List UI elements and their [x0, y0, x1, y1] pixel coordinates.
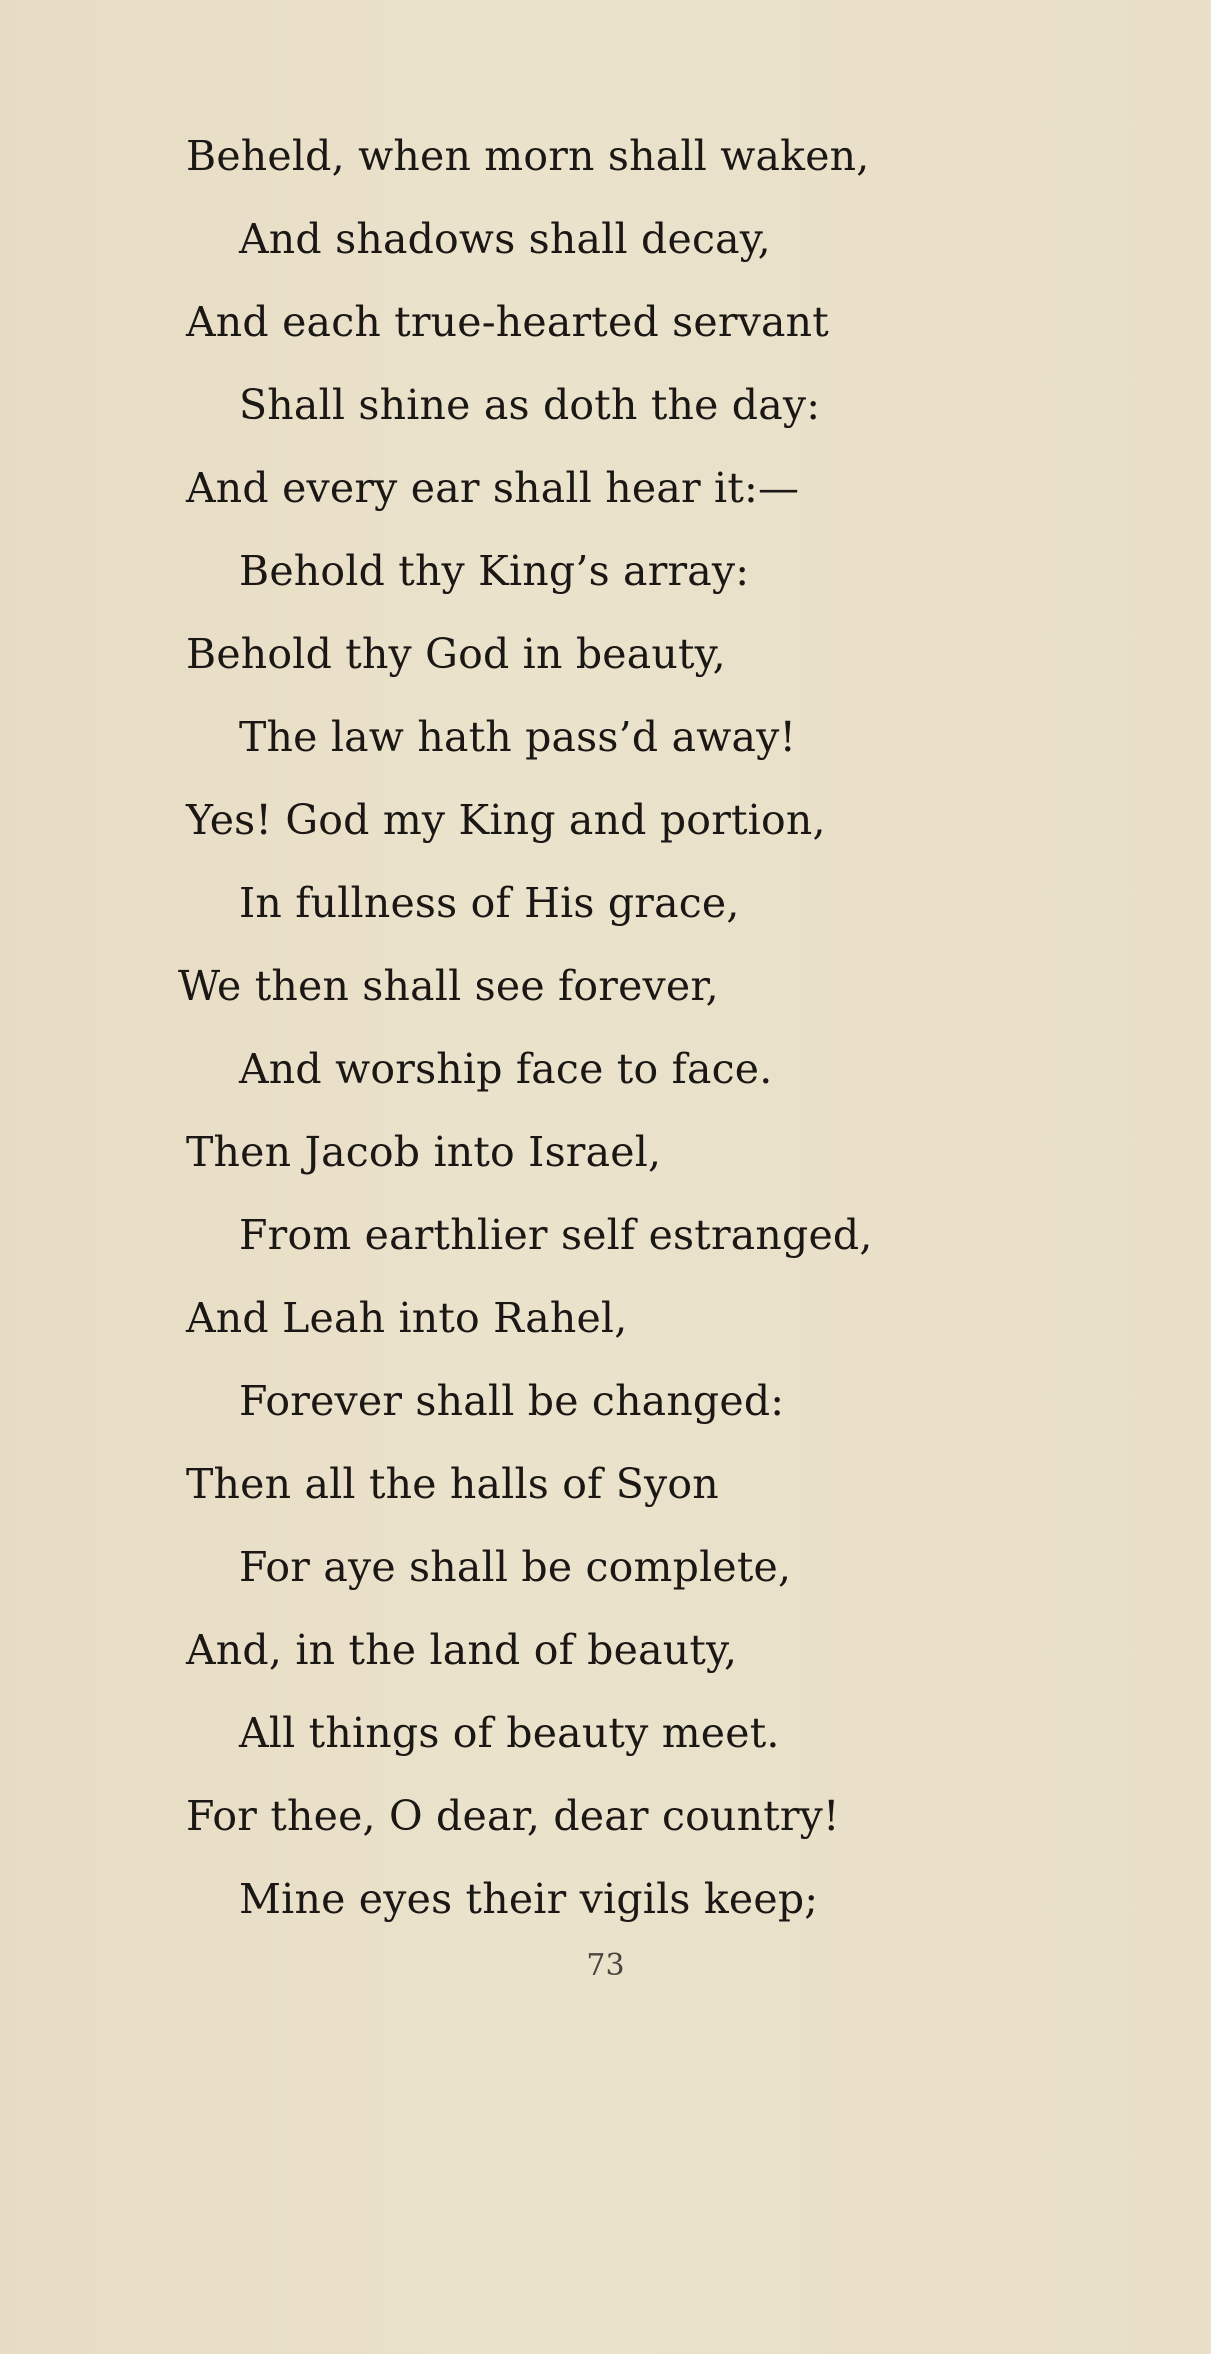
poem-line: From earthlier self estranged, [239, 1211, 873, 1259]
poem-line: For thee, O dear, dear country! [186, 1792, 840, 1840]
poem-line: The law hath pass’d away! [239, 713, 797, 761]
poem-line: All things of beauty meet. [239, 1709, 780, 1757]
poem-line: Shall shine as doth the day: [239, 381, 821, 429]
poem-line: We then shall see forever, [178, 962, 719, 1010]
poem-line: And shadows shall decay, [239, 215, 771, 263]
poem-line: And every ear shall hear it:— [186, 464, 800, 512]
poem-line: And, in the land of beauty, [186, 1626, 738, 1674]
poem-line: And each true-hearted servant [186, 298, 829, 346]
poem-line: Then Jacob into Israel, [186, 1128, 662, 1176]
page-number: 73 [586, 1948, 625, 1983]
poem-line: And worship face to face. [239, 1045, 773, 1093]
poem-line: Beheld, when morn shall waken, [186, 132, 870, 180]
poem-line: For aye shall be complete, [239, 1543, 792, 1591]
poem-line: And Leah into Rahel, [186, 1294, 628, 1342]
poem-line: Behold thy King’s array: [239, 547, 750, 595]
poem-line: Behold thy God in beauty, [186, 630, 726, 678]
poem-line: Mine eyes their vigils keep; [239, 1875, 819, 1923]
poem-line: In fullness of His grace, [239, 879, 740, 927]
poem-line: Forever shall be changed: [239, 1377, 785, 1425]
poem-line: Yes! God my King and portion, [186, 796, 826, 844]
poem-line: Then all the halls of Syon [186, 1460, 719, 1508]
